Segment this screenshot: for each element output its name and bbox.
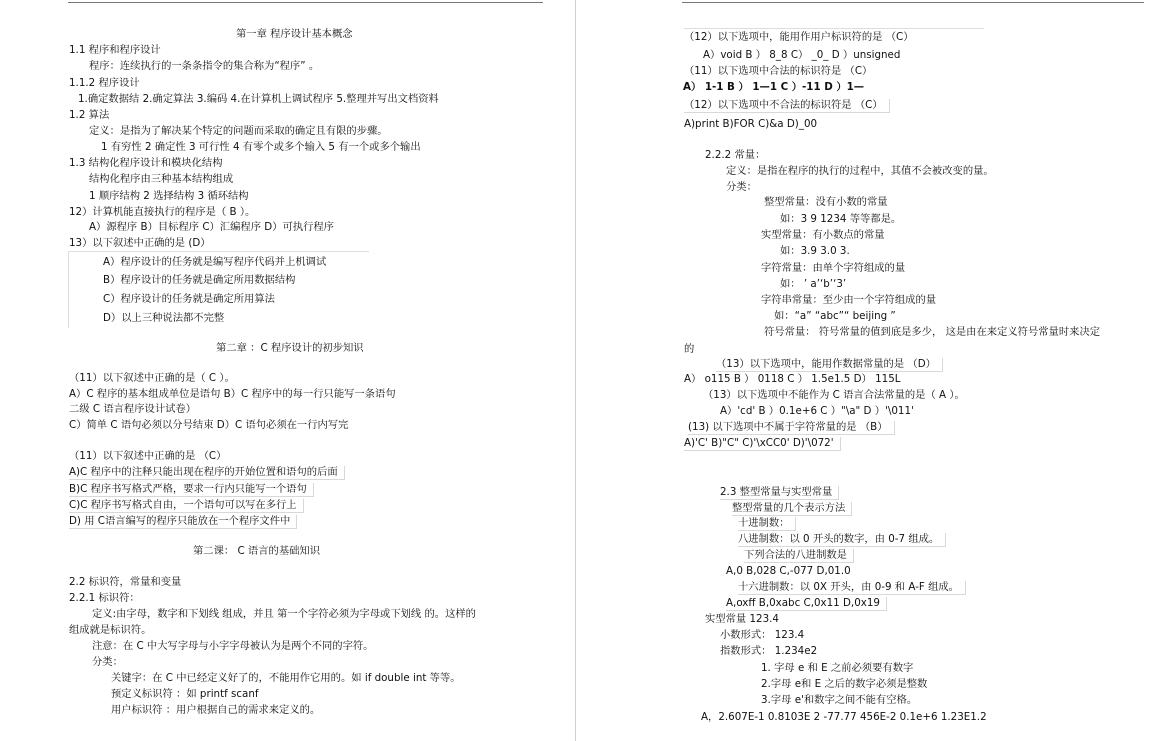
question-11b-option-b: B)C 程序书写格式严格，要求一行内只能写一个语句	[69, 483, 314, 497]
question-13: （13）以下选项中，能用作数据常量的是 （D）	[716, 358, 943, 372]
right-page	[576, 0, 1151, 741]
question-13b-options: A）'cd' B ）0.1e+6 C ）"\a" D ）'\011'	[720, 405, 914, 417]
top-rule	[682, 2, 1144, 3]
chapter1-title: 第一章 程序设计基本概念	[236, 28, 353, 40]
octal-numbers: 八进制数：以 0 开头的数字，由 0-7 组成。	[738, 533, 946, 547]
question-12: （12）以下选项中，能用作用户标识符的是 （C）	[684, 31, 914, 43]
question-11b-option-c: C)C 程序书写格式自由，一个语句可以写在多行上	[69, 499, 304, 513]
algorithm-definition: 定义：是指为了解决某个特定的问题而采取的确定且有限的步骤。	[89, 125, 388, 137]
integer-examples: 如：3 9 1234 等等都是。	[780, 213, 902, 225]
question-13-option-b: B）程序设计的任务就是确定所用数据结构	[103, 274, 296, 286]
question-11a-cd: C）简单 C 语句必须以分号结束 D）C 语句必须在一行内写完	[69, 419, 349, 431]
question-12-options: A）void B ） 8_8 C） _0_ D ）unsigned	[703, 49, 901, 61]
top-rule	[68, 2, 543, 3]
question-11a-note: 二级 C 语言程序设计试卷）	[69, 403, 197, 415]
section-1-2: 1.2 算法	[69, 109, 110, 121]
predefined-identifier: 预定义标识符 ：如 printf scanf	[111, 688, 259, 700]
left-page	[0, 0, 575, 741]
real-constant: 实型常量：有小数点的常量	[761, 229, 885, 241]
keyword-definition: 关键字：在 C 中已经定义好了的，不能用作它用的。如 if double int 等等。	[111, 672, 461, 684]
decimal-numbers: 十进制数：	[738, 517, 796, 531]
question-13-options: A） o115 B ） 0118 C ） 1.5e1.5 D） 115L	[684, 373, 901, 385]
question-13c: (13) 以下选项中不属于字符常量的是 （B）	[688, 421, 895, 435]
algorithm-properties: 1 有穷性 2 确定性 3 可行性 4 有零个或多个输入 5 有一个或多个输出	[101, 141, 421, 153]
octal-options: A,0 B,028 C,-077 D,01.0	[726, 565, 851, 577]
symbolic-constant-cont: 的	[684, 343, 695, 355]
question-11: （11）以下选项中合法的标识符是 （C）	[684, 65, 873, 77]
question-13b: （13）以下选项中不能作为 C 语言合法常量的是（ A ）。	[703, 389, 965, 401]
question-12: 12）计算机能直接执行的程序是（ B ）。	[69, 206, 256, 218]
exponent-rule-1: 1. 字母 e 和 E 之前必须要有数字	[761, 662, 914, 674]
section-2-2: 2.2 标识符，常量和变量	[69, 576, 182, 588]
identifier-case-note: 注意：在 C 中大写字母与小字字母被认为是两个不同的字符。	[92, 640, 374, 652]
char-constant: 字符常量：由单个字符组成的量	[761, 262, 906, 274]
program-definition: 程序：连续执行的一条条指令的集合称为“程序” 。	[89, 60, 320, 72]
hex-numbers: 十六进制数：以 0X 开头，由 0-9 和 A-F 组成。	[738, 581, 966, 595]
design-steps: 1.确定数据结 2.确定算法 3.编码 4.在计算机上调试程序 5.整理并写出文档资料	[78, 93, 439, 105]
octal-question: 下列合法的八进制数是	[744, 549, 854, 563]
question-13-option-d: D）以上三种说法都不完整	[103, 312, 225, 324]
identifier-definition-1: 定义:由字母，数字和下划线 组成，并且 第一个字符必须为字母或下划线 的。这样的	[92, 608, 476, 620]
char-examples: 如： ’ a’‘b’‘3’	[780, 278, 847, 290]
real-examples: 如：3.9 3.0 3.	[780, 245, 850, 257]
section-1-3: 1.3 结构化程序设计和模块化结构	[69, 157, 223, 169]
question-12b: （12）以下选项中不合法的标识符是 （C）	[684, 99, 890, 113]
question-11b-option-d: D) 用 C语言编写的程序只能放在一个程序文件中	[69, 515, 297, 529]
user-identifier: 用户标识符 ：用户根据自己的需求来定义的。	[111, 704, 321, 716]
exponent-rule-3: 3.字母 e'和数字之间不能有空格。	[761, 694, 918, 706]
question-11a: （11）以下叙述中正确的是（ C ）。	[69, 372, 235, 384]
question-13c-options: A)'C' B)"C" C)'\xCC0' D)'\072'	[684, 437, 841, 451]
exponent-form: 指数形式： 1.234e2	[720, 645, 818, 657]
question-11a-ab: A）C 程序的基本组成单位是语句 B）C 程序中的每一行只能写一条语句	[69, 388, 396, 400]
exponent-options: A，2.607E-1 0.8103E 2 -77.77 456E-2 0.1e+6 1.23E1.2	[701, 711, 987, 723]
section-1-1-2: 1.1.2 程序设计	[69, 77, 140, 89]
symbolic-constant: 符号常量： 符号常量的值到底是多少， 这是由在来定义符号常量时来决定	[764, 326, 1101, 338]
exponent-rule-2: 2.字母 e和 E 之后的数字必须是整数	[761, 678, 928, 690]
question-13: 13）以下叙述中正确的是 (D）	[69, 237, 211, 249]
string-constant: 字符串常量：至少由一个字符组成的量	[761, 294, 937, 306]
real-constant-example: 实型常量 123.4	[705, 613, 779, 625]
constant-definition: 定义：是指在程序的执行的过程中，其值不会被改变的量。	[726, 165, 994, 177]
section-1-1: 1.1 程序和程序设计	[69, 44, 161, 56]
question-12-options: A）源程序 B）目标程序 C）汇编程序 D）可执行程序	[89, 221, 334, 233]
lesson2-title: 第二课： C 语言的基础知识	[193, 545, 321, 557]
section-2-2-1: 2.2.1 标识符：	[69, 592, 140, 604]
question-11b: （11）以下叙述中正确的是 （C）	[69, 450, 227, 462]
identifier-definition-2: 组成就是标识符。	[69, 624, 152, 636]
section-2-2-2: 2.2.2 常量：	[705, 149, 766, 161]
constant-classes: 分类：	[726, 181, 757, 193]
structure-intro: 结构化程序由三种基本结构组成	[89, 173, 234, 185]
section-2-3: 2.3 整型常量与实型常量	[720, 486, 839, 500]
question-13-option-a: A）程序设计的任务就是编写程序代码并上机调试	[103, 256, 327, 268]
hex-options: A,oxff B,0xabc C,0x11 D,0x19	[726, 597, 887, 611]
question-12b-options: A)print B)FOR C)&a D)_00	[684, 118, 818, 130]
question-13-option-c: C）程序设计的任务就是确定所用算法	[103, 293, 275, 305]
integer-constant: 整型常量：没有小数的常量	[764, 196, 888, 208]
chapter2-title: 第二章 ：C 程序设计的初步知识	[216, 342, 364, 354]
identifier-classes: 分类：	[92, 656, 123, 668]
three-structures: 1 顺序结构 2 选择结构 3 循环结构	[89, 190, 249, 202]
question-11-options: A） 1-1 B ） 1—1 C ）-11 D ）1—	[683, 81, 865, 93]
string-examples: 如：“a” “abc”“ beijing ”	[774, 310, 896, 322]
decimal-form: 小数形式： 123.4	[720, 629, 805, 641]
question-11b-option-a: A)C 程序中的注释只能出现在程序的开始位置和语句的后面	[69, 466, 345, 480]
integer-notations: 整型常量的几个表示方法	[732, 502, 852, 516]
